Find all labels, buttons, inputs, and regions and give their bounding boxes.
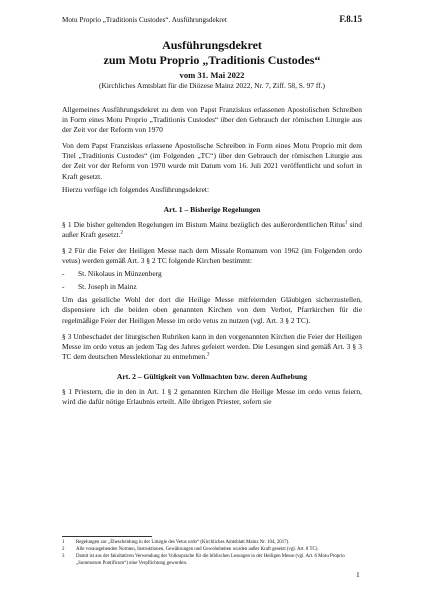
footnote: 2 Alle vorausgehenden Normen, Instruktionen, Gewährungen und Gewohnheiten wurden außer Kraft gesetzt (vgl. Art. 8 TC). [62, 547, 319, 552]
article-1-para-1: § 1 Die bisher geltenden Regelungen im Bistum Mainz bezüglich des außerordentlichen Ritus$^1$ sind außer Kraft gesetzt.$^2$ [62, 219, 363, 239]
footnote: 3 Damit ist aus der fakultativen Verwendung der Volkssprache für die biblischen Lesungen in der Heiligen Messe (vgl. Art. 6 Motu Proprio „Summorum Pontificum“) eine Verpflichtung geworden. [62, 554, 345, 566]
document-body [62, 38, 362, 407]
article-1-para-3: Um das geistliche Wohl der dort die Heilige Messe mitfeiernden Gläubigen sicherzustellen, dispensiere ich die beiden oben genannten Kirchen von dem Verbot, Pfarrkirchen für die regelmäßige Feier der Heiligen Messe im ordo vetus zu nutzen (vgl. Art. 3 § 2 TC). [62, 295, 362, 325]
intro-paragraph-2: Von dem Papst Franziskus erlassene Apostolische Schreiben in Form eines Motu Proprio mit dem Titel „Traditionis Custodes“ (im Folgenden „TC“) über den Gebrauch der römischen Liturgie aus der Zeit vor der Reform von 1970 wurde mit Datum vom 16. Juli 2021 veröffentlicht und sofort in Kraft gesetzt. [62, 141, 362, 181]
intro-paragraph-3: Hierzu verfüge ich folgendes Ausführungsdekret: [62, 184, 210, 194]
footnote-separator [62, 536, 152, 537]
header-code: F.8.15 [339, 14, 362, 24]
intro-paragraph-1: Allgemeines Ausführungsdekret zu dem von Papst Franziskus erlassenen Apostolischen Schreiben in Form eines Motu Proprio „Traditionis Custodes“ über den Gebrauch der römischen Liturgie aus der Zeit vor der Reform von 1970 [62, 105, 362, 135]
doc-date: vom 31. Mai 2022 [179, 70, 245, 80]
article-1-heading: Art. 1 – Bisherige Regelungen [163, 204, 261, 214]
bullet-item: - St. Nikolaus in Münzenberg [62, 269, 162, 279]
article-1-para-4: § 3 Unbeschadet der liturgischen Rubriken kann in den vorgenannten Kirchen die Feier der Heiligen Messe im ordo vetus an jedem Tag des Jahres gefeiert werden. Die Lesungen sind gemäß Art. 3 § 3 TC dem deutschen Messlektionar zu entnehmen.$^3$ [62, 331, 362, 361]
header-title: Motu Proprio „Traditionis Custodes“. Ausführungsdekret [62, 16, 227, 24]
article-1-para-2: § 2 Für die Feier der Heiligen Messe nach dem Missale Romanum von 1962 (im Folgenden ordo vetus) werden gemäß Art. 3 § 2 TC folgende Kirchen bestimmt: [62, 245, 362, 266]
page-header [62, 14, 362, 26]
page-number: 1 [356, 570, 360, 579]
article-2-para-1: § 1 Priestern, die in den in Art. 1 § 2 genannten Kirchen die Heilige Messe im ordo vetus feiern, wird die dafür nötige Erlaubnis erteilt. Alle übrigen Priester, sofern sie [62, 386, 362, 406]
doc-title-line2: zum Motu Proprio „Traditionis Custodes“ [103, 53, 321, 67]
article-2-heading: Art. 2 – Gültigkeit von Vollmachten bzw. deren Aufhebung [116, 371, 308, 381]
bullet-item: - St. Joseph in Mainz [62, 282, 137, 292]
doc-title-line1: Ausführungsdekret [162, 38, 262, 52]
footnote: 1 Regelungen zur „Ehescheidung in der Liturgie des Vetus ordo“ (Kirchliches Amtsblatt Mainz Nr. 104, 2017). [62, 540, 290, 545]
doc-source: (Kirchliches Amtsblatt für die Diözese Mainz 2022, Nr. 7, Ziff. 58, S. 97 ff.) [99, 81, 325, 90]
